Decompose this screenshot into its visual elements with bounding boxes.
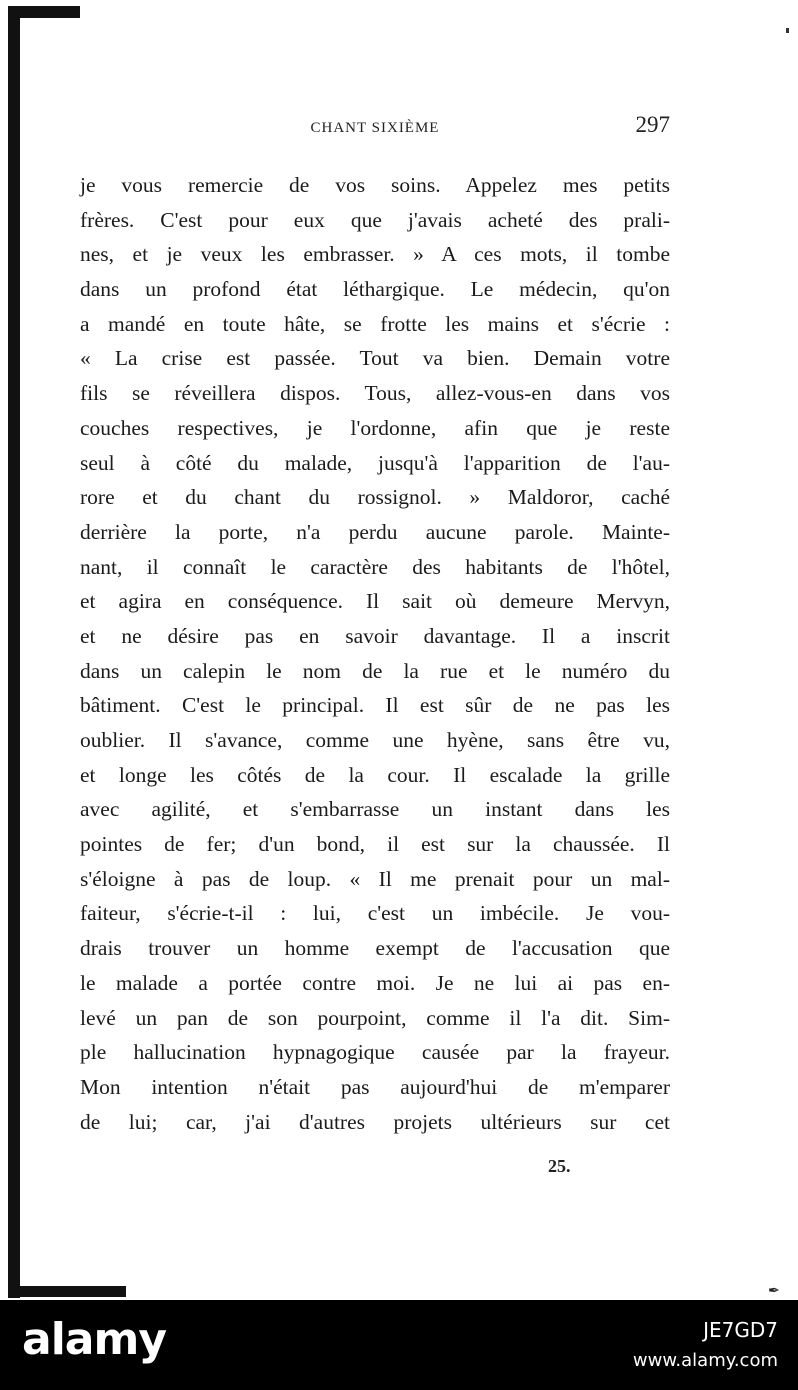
text-line: nant, il connaît le caractère des habitants de l'hôtel, [80,554,670,579]
running-title: CHANT SIXIÈME [310,120,440,136]
text-line: couches respectives, je l'ordonne, afin que je reste [80,415,670,440]
text-line: Mon intention n'était pas aujourd'hui de m'emparer [80,1074,670,1099]
text-line: « La crise est passée. Tout va bien. Demain votre [80,346,670,371]
text-line: s'éloigne à pas de loup. « Il me prenait pour un mal- [80,866,670,891]
text-line: le malade a portée contre moi. Je ne lui ai pas en- [80,970,670,995]
scan-speck [786,28,789,33]
body-text [80,168,670,1139]
site-url: www.alamy.com [632,1350,778,1371]
text-line: et ne désire pas en savoir davantage. Il a inscrit [80,623,670,648]
page-number: 297 [635,112,670,137]
text-line: drais trouver un homme exempt de l'accusation que [80,936,670,961]
text-line: faiteur, s'écrie-t-il : lui, c'est un imbécile. Je vou- [80,901,670,926]
image-id: JE7GD7 [703,1318,778,1342]
brand-logo: alamy [22,1314,166,1365]
text-line: avec agilité, et s'embarrasse un instant dans les [80,797,670,822]
text-line: de lui; car, j'ai d'autres projets ultérieurs sur cet [80,1109,670,1134]
text-line: et agira en conséquence. Il sait où demeure Mervyn, [80,589,670,614]
text-line: ple hallucination hypnagogique causée par la frayeur. [80,1040,670,1065]
text-line: rore et du chant du rossignol. » Maldoror, caché [80,485,670,510]
scan-edge-bottom [8,1286,126,1297]
page-header [78,112,672,142]
text-line: frères. C'est pour eux que j'avais acheté des prali- [80,207,670,232]
text-line: a mandé en toute hâte, se frotte les mains et s'écrie : [80,311,670,336]
text-line: nes, et je veux les embrasser. » A ces mots, il tombe [80,242,670,267]
watermark-footer [0,1300,798,1390]
text-line: fils se réveillera dispos. Tous, allez-vous-en dans vos [80,381,670,406]
text-line: levé un pan de son pourpoint, comme il l'a dit. Sim- [80,1005,670,1030]
signature-mark: 25. [548,1156,571,1176]
text-line: pointes de fer; d'un bond, il est sur la chaussée. Il [80,832,670,857]
text-line: seul à côté du malade, jusqu'à l'apparition de l'au- [80,450,670,475]
text-line: derrière la porte, n'a perdu aucune parole. Mainte- [80,519,670,544]
text-line: oublier. Il s'avance, comme une hyène, sans être vu, [80,728,670,752]
text-line: dans un profond état léthargique. Le médecin, qu'on [80,277,670,302]
scan-speck-mark: ✒ [768,1283,780,1299]
text-line: et longe les côtés de la cour. Il escalade la grille [80,762,670,787]
scan-edge-left [8,6,20,1298]
text-line: bâtiment. C'est le principal. Il est sûr de ne pas les [80,693,670,718]
text-line: dans un calepin le nom de la rue et le numéro du [80,658,670,683]
text-line: je vous remercie de vos soins. Appelez mes petits [80,173,670,197]
